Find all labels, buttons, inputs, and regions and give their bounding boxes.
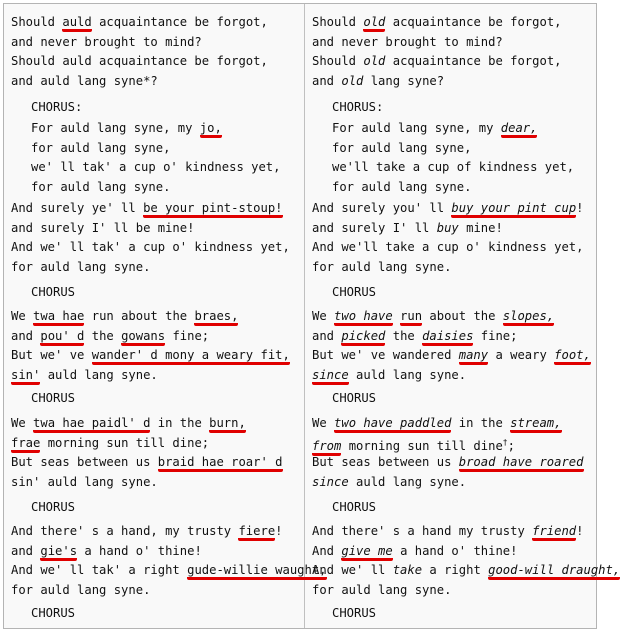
lyric-text: But we' ve — [11, 348, 92, 362]
lyric-line — [11, 367, 158, 383]
highlighted-word: frae — [11, 436, 40, 453]
lyric-text: But we' ve wandered — [312, 348, 459, 362]
chorus-label: CHORUS — [31, 391, 76, 405]
lyric-text: morning sun till dine — [341, 438, 503, 453]
lyric-line — [11, 523, 283, 539]
lyric-line — [312, 14, 562, 30]
lyric-text: We — [312, 416, 335, 430]
lyric-text: and never brought to mind? — [312, 34, 503, 49]
lyric-line — [312, 328, 517, 344]
lyric-text: For auld lang syne, my — [31, 121, 200, 135]
lyric-text: But seas between us — [312, 455, 459, 469]
highlighted-word: two have — [334, 309, 393, 326]
lyric-text: fine; — [473, 328, 518, 343]
lyric-text: auld lang syne. — [40, 367, 158, 382]
lyric-line — [312, 53, 562, 69]
lyric-text: mine! — [458, 220, 503, 235]
highlighted-word: be your pint-stoup! — [143, 201, 282, 218]
lyric-text: auld lang syne. — [348, 474, 467, 489]
highlighted-word: run — [400, 309, 422, 326]
lyric-text: take — [392, 563, 423, 577]
lyric-text: And surely ye' ll — [11, 201, 144, 215]
lyric-text: buy — [436, 220, 459, 235]
chorus-label: CHORUS — [332, 500, 377, 514]
lyric-text: and — [11, 328, 41, 343]
lyric-text: acquaintance be forgot, — [385, 15, 562, 29]
highlighted-word: many — [459, 348, 488, 365]
lyric-text: auld lang syne. — [348, 367, 467, 382]
highlighted-word: sin' — [11, 368, 40, 385]
lyric-line — [11, 474, 158, 490]
highlighted-word: braid hae roar' d — [158, 455, 283, 472]
highlighted-word: broad have roared — [459, 455, 584, 472]
lyric-text: in the — [451, 416, 511, 430]
lyric-text: We — [11, 309, 34, 323]
lyric-line — [312, 367, 466, 383]
lyric-line — [11, 200, 283, 216]
lyric-text: a weary — [488, 348, 555, 362]
lyric-text: Should auld acquaintance be forgot, — [11, 54, 268, 68]
lyric-text: for auld lang syne, — [31, 140, 171, 155]
lyric-text: in the — [150, 416, 210, 430]
highlighted-word: twa hae paidl' d — [33, 416, 150, 433]
highlighted-word: burn, — [209, 416, 246, 433]
highlighted-word: twa hae — [33, 309, 84, 326]
lyric-line — [312, 562, 620, 578]
lyric-text: Should — [312, 15, 364, 29]
lyric-text: morning sun till dine; — [40, 435, 210, 450]
lyric-text: We — [11, 416, 34, 430]
lyric-line — [11, 454, 283, 470]
lyric-text: acquaintance be forgot, — [91, 15, 268, 29]
lyric-line — [312, 308, 554, 324]
highlighted-word: since — [312, 368, 349, 385]
lyric-line — [11, 53, 268, 69]
highlighted-word: give me — [341, 544, 392, 561]
highlighted-word: picked — [341, 329, 385, 346]
lyric-text: ! — [275, 524, 283, 538]
lyric-text: lang syne? — [363, 73, 445, 88]
lyric-line — [312, 259, 451, 275]
chorus-label: CHORUS — [332, 285, 377, 299]
lyric-text: about the — [422, 309, 503, 323]
highlighted-word: from — [312, 439, 341, 456]
english-translation-column — [305, 4, 620, 628]
lyric-text: And there' s a hand, my trusty — [11, 524, 239, 538]
lyric-line — [312, 474, 466, 490]
lyric-line — [11, 415, 246, 431]
lyric-line — [312, 220, 503, 236]
lyric-line — [332, 140, 471, 156]
lyric-text: old — [363, 54, 386, 68]
lyric-text: acquaintance be forgot, — [385, 54, 562, 68]
lyric-text: the — [385, 328, 423, 343]
chorus-label: CHORUS — [332, 391, 377, 405]
lyric-line — [332, 179, 471, 195]
lyric-text: † — [502, 437, 508, 447]
lyric-text: for auld lang syne. — [312, 582, 452, 597]
lyric-text: fine; — [165, 328, 210, 343]
lyric-line — [11, 308, 238, 324]
lyric-line — [11, 34, 202, 50]
lyric-text: And we' ll — [312, 563, 393, 577]
lyric-line — [332, 120, 537, 136]
lyric-line — [11, 582, 150, 598]
lyric-line — [11, 14, 268, 30]
lyric-text: and auld lang syne*? — [11, 73, 158, 88]
lyric-line — [31, 179, 170, 195]
lyric-text: run about the — [84, 309, 195, 323]
lyric-text: and surely I' ll be mine! — [11, 220, 195, 235]
lyric-line — [11, 435, 209, 451]
highlighted-word: good-will draught, — [488, 563, 620, 580]
highlighted-word: slopes, — [503, 309, 554, 326]
lyric-text: a hand o' thine! — [392, 543, 518, 558]
lyric-text: and — [312, 328, 342, 343]
lyric-line — [312, 435, 515, 454]
highlighted-word: pou' d — [40, 329, 84, 346]
lyric-line — [11, 562, 327, 578]
lyric-text: But seas between us — [11, 455, 158, 469]
lyric-text: And we' ll tak' a right — [11, 563, 188, 577]
lyric-line — [312, 543, 517, 559]
lyric-text: And surely you' ll — [312, 201, 452, 215]
highlighted-word: old — [363, 15, 385, 32]
lyric-text: and — [312, 73, 342, 88]
lyric-line — [11, 239, 290, 255]
lyric-line — [332, 159, 574, 175]
highlighted-word: two have paddled — [334, 416, 451, 433]
lyric-line — [312, 582, 451, 598]
lyric-line — [11, 220, 194, 236]
lyric-text: And there' s a hand my trusty — [312, 524, 533, 538]
chorus-label: CHORUS — [31, 500, 76, 514]
lyric-text: for auld lang syne. — [312, 259, 452, 274]
lyric-text — [393, 309, 400, 323]
lyric-line — [11, 73, 158, 89]
chorus-label: CHORUS: — [31, 100, 83, 114]
highlighted-word: gude-willie waught, — [187, 563, 326, 580]
lyric-text: for auld lang syne. — [31, 179, 171, 194]
lyric-line — [312, 73, 444, 89]
chorus-label: CHORUS: — [332, 100, 384, 114]
chorus-label: CHORUS — [31, 606, 76, 620]
lyric-text: for auld lang syne. — [11, 582, 151, 597]
chorus-label: CHORUS — [31, 285, 76, 299]
lyric-line — [312, 454, 584, 470]
lyric-text: and — [11, 543, 41, 558]
highlighted-word: fiere — [238, 524, 275, 541]
highlighted-word: buy your pint cup — [451, 201, 576, 218]
lyric-text: Should — [11, 15, 63, 29]
lyric-text: sin' auld lang syne. — [11, 474, 158, 489]
lyric-line — [312, 239, 584, 255]
lyric-text: since — [312, 474, 349, 489]
lyric-text: We — [312, 309, 335, 323]
lyric-line — [11, 347, 290, 363]
highlighted-word: auld — [62, 15, 91, 32]
lyric-text: For auld lang syne, my — [332, 121, 501, 135]
lyric-text: And we'll take a cup o' kindness yet, — [312, 240, 584, 254]
lyric-line — [31, 159, 280, 175]
lyric-text: And we' ll tak' a cup o' kindness yet, — [11, 240, 290, 254]
lyric-text: ; — [507, 438, 515, 453]
highlighted-word: dear, — [501, 121, 538, 138]
lyric-line — [31, 120, 222, 136]
lyric-text: for auld lang syne, — [332, 140, 472, 155]
highlighted-word: foot, — [554, 348, 591, 365]
lyric-text: Should — [312, 54, 364, 68]
lyric-text: we'll take a cup of kindness yet, — [332, 160, 575, 174]
lyric-text: old — [341, 73, 364, 88]
lyric-text: ! — [576, 201, 584, 215]
lyric-text: and surely I' ll — [312, 220, 437, 235]
lyric-line — [312, 200, 584, 216]
highlighted-word: gie's — [40, 544, 77, 561]
lyric-text: a right — [422, 563, 489, 577]
lyric-line — [11, 259, 150, 275]
highlighted-word: gowans — [121, 329, 165, 346]
highlighted-word: daisies — [422, 329, 473, 346]
lyric-line — [11, 328, 209, 344]
lyric-text: and never brought to mind? — [11, 34, 202, 49]
lyric-line — [312, 415, 562, 431]
highlighted-word: stream, — [510, 416, 561, 433]
lyric-text: And — [312, 543, 342, 558]
lyric-line — [312, 347, 591, 363]
highlighted-word: friend — [532, 524, 576, 541]
highlighted-word: wander' d mony a weary fit, — [92, 348, 290, 365]
lyric-text: a hand o' thine! — [77, 543, 202, 558]
lyric-line — [31, 140, 170, 156]
lyric-text: for auld lang syne. — [332, 179, 472, 194]
highlighted-word: braes, — [194, 309, 238, 326]
lyric-line — [11, 543, 202, 559]
lyric-text: for auld lang syne. — [11, 259, 151, 274]
lyric-line — [312, 34, 503, 50]
lyric-text: we' ll tak' a cup o' kindness yet, — [31, 160, 281, 174]
chorus-label: CHORUS — [332, 606, 377, 620]
lyric-line — [312, 523, 584, 539]
lyric-text: ! — [576, 524, 584, 538]
highlighted-word: jo, — [200, 121, 222, 138]
lyrics-comparison-table — [3, 3, 620, 629]
lyric-text: the — [84, 328, 122, 343]
